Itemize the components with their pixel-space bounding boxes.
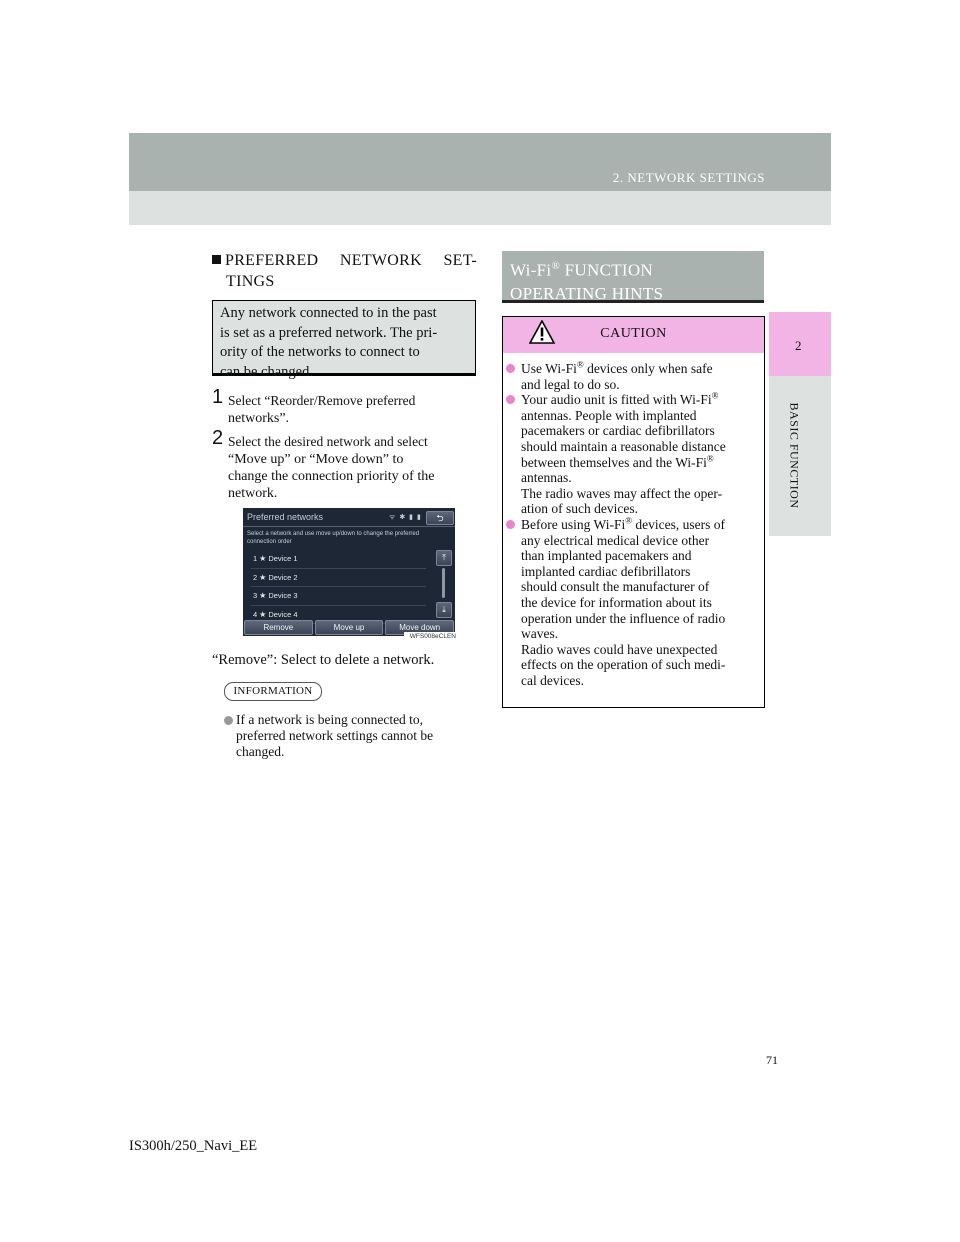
star-icon: ★ bbox=[259, 554, 267, 563]
device-list bbox=[251, 550, 426, 624]
caution-box bbox=[502, 316, 765, 708]
information-item: If a network is being connected to, preferred network settings cannot be changed. bbox=[224, 712, 476, 760]
summary-box: Any network connected to in the past is set as a preferred network. The pri- ority of the networks to connect to can be changed. bbox=[212, 300, 476, 376]
list-scrollbar bbox=[436, 550, 452, 620]
device-item[interactable]: 3 ★ Device 3 bbox=[251, 587, 426, 606]
device-item[interactable]: 1 ★ Device 1 bbox=[251, 550, 426, 569]
figure-code: WFS008eCLEN bbox=[404, 632, 457, 642]
scroll-up-button[interactable]: ⤒ bbox=[436, 550, 452, 566]
scroll-down-button[interactable]: ⤓ bbox=[436, 602, 452, 618]
page-header-title: 2. NETWORK SETTINGS bbox=[612, 170, 765, 185]
star-icon: ★ bbox=[259, 609, 267, 619]
caution-item: Use Wi-Fi® devices only when safe and legal to do so. bbox=[521, 361, 758, 392]
move-down-button[interactable]: Move down bbox=[385, 620, 454, 635]
step-1: 1 Select “Reorder/Remove preferred networks”. bbox=[212, 386, 416, 426]
remove-button[interactable]: Remove bbox=[244, 620, 313, 635]
screen-instruction: Select a network and use move up/down to change the preferred connection order bbox=[247, 531, 420, 545]
remove-description: “Remove”: Select to delete a network. bbox=[212, 652, 435, 668]
star-icon: ★ bbox=[259, 591, 267, 600]
information-bullets bbox=[224, 712, 476, 760]
device-item[interactable]: 2 ★ Device 2 bbox=[251, 569, 426, 588]
square-bullet-icon bbox=[212, 255, 221, 264]
information-label: INFORMATION bbox=[224, 682, 322, 701]
chapter-label: BASIC FUNCTION bbox=[787, 402, 802, 509]
step-number: 1 bbox=[212, 386, 224, 408]
caution-band bbox=[503, 317, 764, 353]
manual-code: IS300h/250_Navi_EE bbox=[129, 1138, 258, 1154]
step-2: 2 Select the desired network and select “Move up” or “Move down” to change the connection priority of the network. bbox=[212, 427, 435, 501]
back-button[interactable]: ⮌ bbox=[426, 511, 454, 525]
screen-title: Preferred networks bbox=[247, 512, 324, 522]
chapter-number: 2 bbox=[795, 338, 802, 353]
star-icon: ★ bbox=[259, 572, 267, 582]
move-up-button[interactable]: Move up bbox=[315, 620, 384, 635]
step-number: 2 bbox=[212, 427, 224, 449]
bullet-icon bbox=[506, 520, 515, 529]
title-divider bbox=[243, 526, 455, 527]
caution-item: Before using Wi-Fi® devices, users of any electrical medical device other than implanted pacemakers and implanted cardiac defibrillators should consult the manufacturer of the device for information about its operation under the influence of radio waves. Radio waves could have unexpected effects on the operation of such medi- cal devices. bbox=[521, 517, 758, 689]
section-heading: PREFERRED NETWORK SET- TINGS bbox=[212, 250, 477, 292]
caution-item: Your audio unit is fitted with Wi-Fi® antennas. People with implanted pacemakers or cardiac defibrillators should maintain a reasonable distance between themselves and the Wi-Fi® antennas. The radio waves may affect the oper- ation of such devices. bbox=[521, 392, 758, 517]
device-item[interactable]: 4 ★ Device 4 bbox=[251, 606, 426, 625]
header-strip bbox=[129, 191, 831, 225]
status-icons: ᯤ ✱ ▮ ▮ bbox=[389, 514, 422, 521]
preferred-networks-screen bbox=[243, 508, 455, 636]
caution-body bbox=[521, 361, 758, 688]
page-number: 71 bbox=[766, 1053, 778, 1067]
bullet-icon bbox=[506, 364, 515, 373]
scroll-track[interactable] bbox=[442, 568, 445, 598]
wifi-section-heading: Wi-Fi® FUNCTION OPERATING HINTS bbox=[502, 251, 764, 303]
bullet-icon bbox=[506, 395, 515, 404]
caution-title: CAUTION bbox=[600, 326, 667, 341]
